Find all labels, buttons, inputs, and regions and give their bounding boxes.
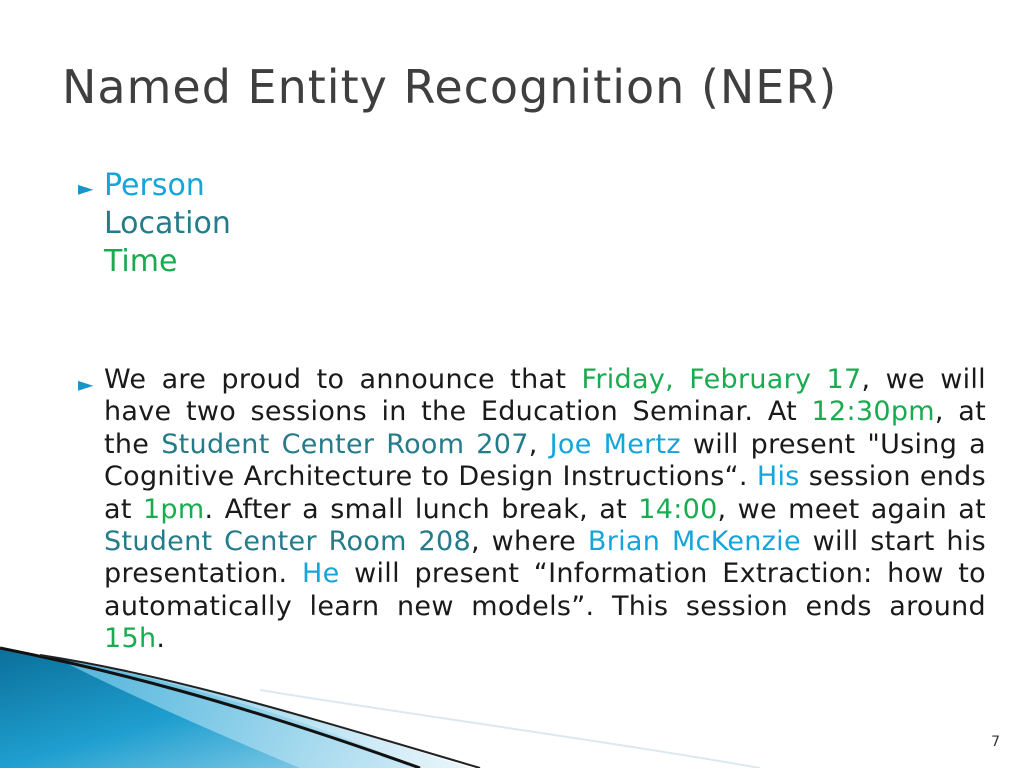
entity-time: 12:30pm bbox=[811, 396, 935, 428]
bullet-arrow-icon: ► bbox=[78, 372, 94, 396]
bullet-arrow-icon: ► bbox=[78, 176, 94, 200]
paragraph-text: , bbox=[528, 428, 550, 460]
entity-person: His bbox=[756, 461, 800, 493]
legend-person: Person bbox=[104, 168, 205, 203]
entity-time: 15h bbox=[104, 623, 157, 655]
entity-time: Friday, February 17 bbox=[581, 364, 862, 395]
paragraph-text: , we will have two sessions in the Education Seminar. At bbox=[104, 364, 986, 428]
paragraph-text: , where bbox=[470, 526, 588, 558]
entity-person: He bbox=[301, 558, 340, 590]
paragraph-text: . After a small lunch break, at bbox=[204, 493, 639, 525]
paragraph-text: will present “Information Extraction: how to automatically learn new models”. This session ends around bbox=[104, 558, 987, 622]
page-number: 7 bbox=[991, 734, 1000, 750]
paragraph-text: will present "Using a Cognitive Architecture to Design Instructions“. bbox=[104, 428, 986, 493]
slide-title: Named Entity Recognition (NER) bbox=[62, 60, 838, 114]
legend-location: Location bbox=[104, 206, 231, 241]
entity-person: Brian McKenzie bbox=[587, 526, 801, 558]
entity-time: 1pm bbox=[142, 493, 205, 525]
paragraph-text: session ends at bbox=[104, 461, 986, 525]
entity-location: Student Center Room 208 bbox=[104, 526, 471, 558]
entity-person: Joe Mertz bbox=[549, 428, 681, 460]
entity-location: Student Center Room 207 bbox=[161, 428, 529, 460]
announcement-paragraph bbox=[104, 364, 986, 656]
paragraph-text: We are proud to announce that bbox=[104, 364, 582, 395]
entity-time: 14:00 bbox=[638, 493, 718, 525]
paragraph-text: , at the bbox=[104, 396, 986, 460]
entity-legend bbox=[104, 167, 231, 281]
legend-time: Time bbox=[104, 244, 178, 279]
paragraph-text: will start his presentation. bbox=[104, 526, 987, 590]
paragraph-text: , we meet again at bbox=[717, 493, 986, 525]
paragraph-text: . bbox=[156, 623, 166, 655]
